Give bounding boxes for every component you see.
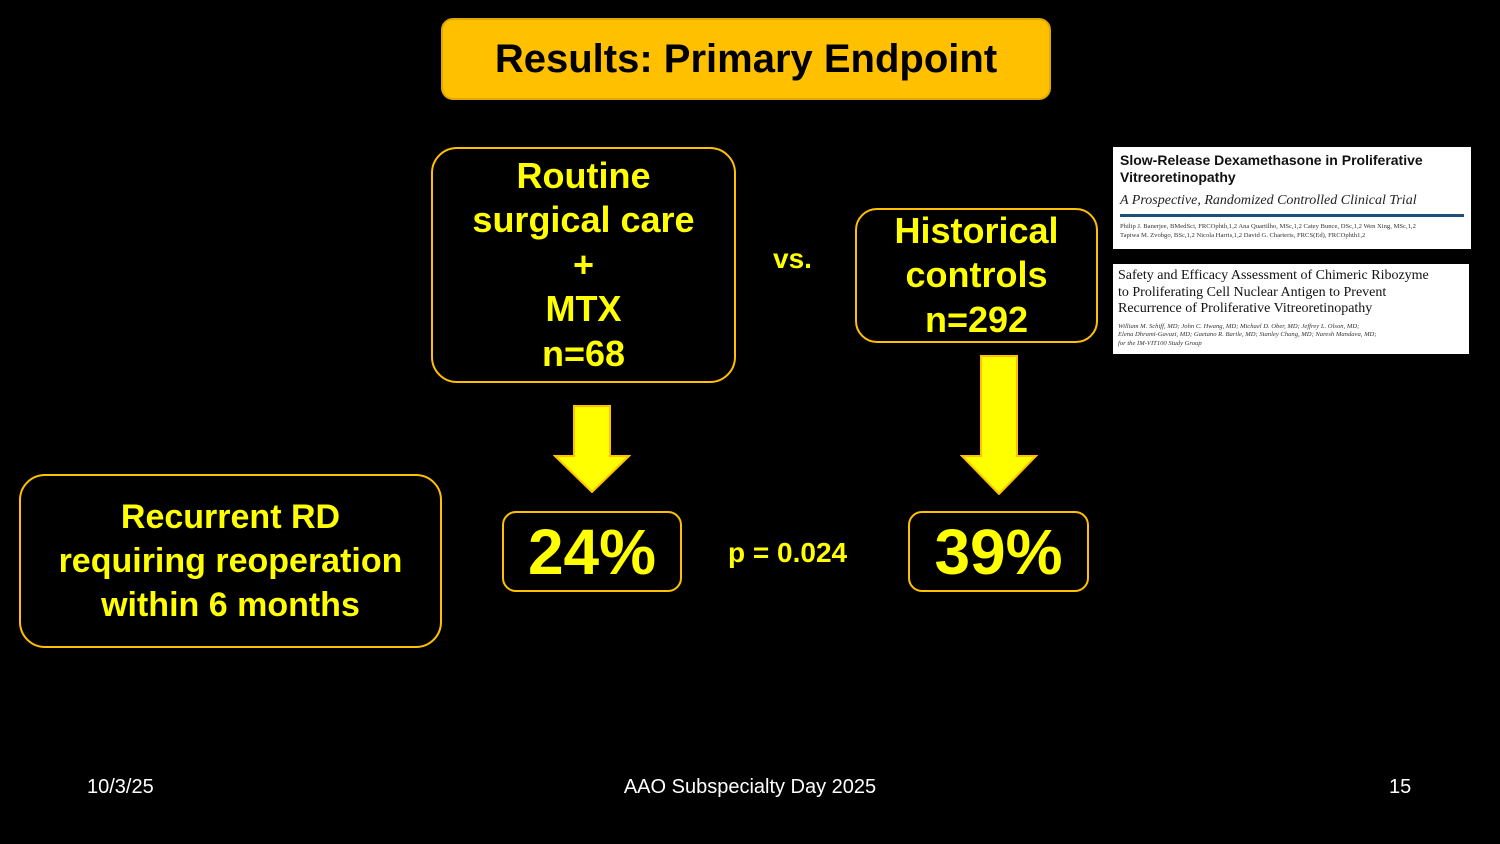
paper-title-line: Safety and Efficacy Assessment of Chimeric Ribozyme — [1118, 268, 1429, 283]
routine-care-box — [431, 147, 736, 383]
paper-title-line: Recurrence of Proliferative Vitreoretinopathy — [1118, 301, 1373, 316]
paper-author-line: Tapiwa M. Zvobgo, BSc,1,2 Nicola Harris,1,2 David G. Charteris, FRCS(Ed), FRCOphth1,2 — [1120, 232, 1366, 239]
routine-line: MTX — [545, 288, 622, 330]
footer-date: 10/3/25 — [87, 776, 154, 798]
endpoint-box — [19, 474, 442, 648]
historical-line: Historical — [894, 209, 1059, 251]
paper-title — [1118, 268, 1464, 318]
routine-line: n=68 — [541, 332, 626, 374]
paper-author-line: for the IM-VIT100 Study Group — [1118, 339, 1202, 347]
paper-authors — [1120, 222, 1464, 240]
paper-author-line: William M. Schiff, MD; John C. Hwang, MD; Michael D. Ober, MD; Jeffrey L. Olson, MD; — [1118, 322, 1360, 330]
paper-subtitle: A Prospective, Randomized Controlled Clinical Trial — [1120, 193, 1417, 208]
paper-title — [1120, 152, 1464, 186]
routine-line: surgical care — [472, 199, 695, 241]
routine-line: Routine — [516, 154, 651, 196]
endpoint-line: Recurrent RD — [120, 498, 341, 536]
paper-authors — [1118, 323, 1464, 349]
historical-controls-box — [855, 208, 1098, 343]
paper-title-line: Slow-Release Dexamethasone in Proliferative — [1120, 152, 1423, 168]
historical-percent-box — [908, 511, 1089, 592]
arrow-down-icon — [553, 405, 631, 493]
routine-percent: 24% — [527, 515, 657, 588]
paper-author-line: Philip J. Banerjee, BMedSci, FRCOphth,1,2 Ana Quartilho, MSc,1,2 Catey Bunce, DSc,1,2 Wen Xing, MSc,1,2 — [1120, 223, 1416, 230]
paper-clipping-ribozyme — [1113, 264, 1469, 354]
slide-number: 15 — [1389, 776, 1412, 798]
historical-line: n=292 — [924, 298, 1029, 340]
endpoint-line: requiring reoperation — [58, 542, 403, 580]
title-banner — [441, 18, 1051, 100]
historical-line: controls — [905, 254, 1048, 296]
paper-author-line: Elena Dhrami-Gavazi, MD; Gaetano R. Barile, MD; Stanley Chang, MD; Naresh Mandava, MD; — [1118, 331, 1377, 339]
arrow-down-icon — [960, 355, 1038, 495]
paper-rule — [1120, 214, 1464, 217]
vs-label: vs. — [773, 243, 812, 274]
paper-clipping-dexamethasone — [1113, 147, 1471, 249]
routine-line: + — [572, 243, 594, 285]
paper-title-line: Vitreoretinopathy — [1120, 169, 1236, 185]
slide-title: Results: Primary Endpoint — [494, 36, 998, 81]
p-value: p = 0.024 — [728, 537, 848, 568]
endpoint-line: within 6 months — [101, 586, 360, 624]
paper-title-line: to Proliferating Cell Nuclear Antigen to Prevent — [1118, 284, 1387, 300]
historical-percent: 39% — [934, 515, 1063, 588]
routine-percent-box — [502, 511, 682, 592]
footer-event: AAO Subspecialty Day 2025 — [623, 776, 877, 798]
